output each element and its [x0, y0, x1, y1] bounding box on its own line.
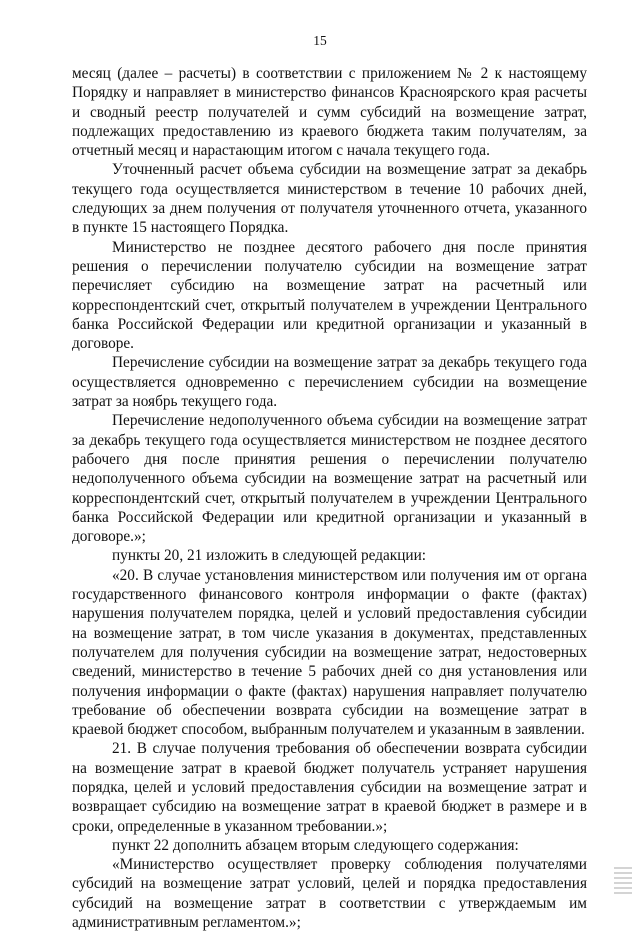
paragraph-10: «Министерство осуществляет проверку соблюдения получателями субсидий на возмещение затрат условий, целей и порядка предоставления субсидий на возмещение затрат в соответствии с утверждаемым им административным регламентом.»;	[72, 856, 587, 932]
paragraph-3: Министерство не позднее десятого рабочего дня после принятия решения о перечислении получателю субсидии на возмещение затрат перечисляет субсидию на возмещение затрат на расчетный или корреспондентский счет, открытый получателем в учреждении Центрального банка Российской Федерации или кредитной организации и указанный в договоре.	[72, 238, 587, 353]
paragraph-5: Перечисление недополученного объема субсидии на возмещение затрат за декабрь текущего года осуществляется министерством не позднее десятого рабочего дня после принятия решения о перечислении получателю недополученного объема субсидии на возмещение затрат на расчетный или корреспондентский счет, открытый получателем в учреждении Центрального банка Российской Федерации или кредитной организации и указанный в договоре.»;	[72, 412, 587, 546]
paragraph-4: Перечисление субсидии на возмещение затрат за декабрь текущего года осуществляется одновременно с перечислением субсидии на возмещение затрат за ноябрь текущего года.	[72, 354, 587, 411]
scan-artifact	[614, 867, 632, 897]
paragraph-8: 21. В случае получения требования об обеспечении возврата субсидии на возмещение затрат в краевой бюджет получатель устраняет нарушения порядка, целей и условий предоставления субсидии на возмещение затрат и возвращает субсидию на возмещение затрат в краевой бюджет в размере и в сроки, определенные в указанном требовании.»;	[72, 740, 587, 835]
page-number: 15	[313, 33, 327, 48]
paragraph-9: пункт 22 дополнить абзацем вторым следующего содержания:	[112, 836, 519, 854]
paragraph-1: месяц (далее – расчеты) в соответствии с приложением № 2 к настоящему Порядку и направляет в министерство финансов Красноярского края расчеты и сводный реестр получателей и сумм субсидий на возмещение затрат, подлежащих предоставлению из краевого бюджета таким получателям, за отчетный месяц и нарастающим итогом с начала текущего года.	[72, 65, 587, 160]
document-body	[72, 64, 587, 932]
paragraph-6: пункты 20, 21 изложить в следующей редакции:	[112, 547, 427, 565]
paragraph-7: «20. В случае установления министерством или получения им от органа государственного финансового контроля информации о факте (фактах) нарушения получателем порядка, целей и условий предоставления субсидии на возмещение затрат, в том числе указания в документах, представленных получателем для получения субсидии на возмещение затрат, недостоверных сведений, министерство в течение 5 рабочих дней со дня установления или получения информации о факте (фактах) нарушения направляет получателю требование об обеспечении возврата субсидии на возмещение затрат в краевой бюджет способом, выбранным получателем и указанным в заявлении.	[72, 566, 587, 739]
paragraph-2: Уточненный расчет объема субсидии на возмещение затрат за декабрь текущего года осуществляется министерством в течение 10 рабочих дней, следующих за днем получения от получателя уточненного отчета, указанного в пункте 15 настоящего Порядка.	[72, 161, 587, 237]
